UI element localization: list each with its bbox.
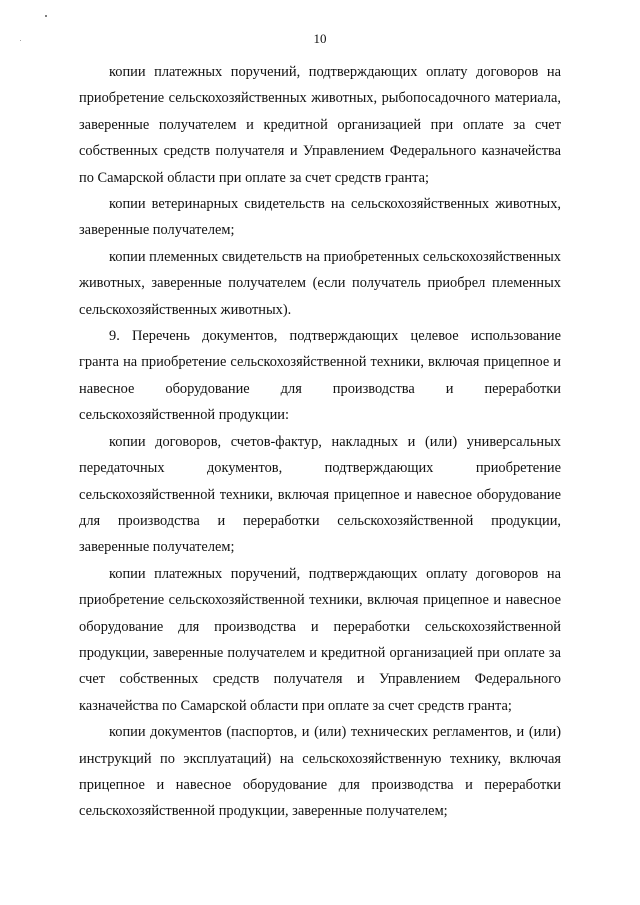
paragraph-payment-orders-machinery: копии платежных поручений, подтверждающих оплату договоров на приобретение сельскохозяйственной техники, включая прицепное и навесное оборудование для производства и переработки сельскохозяйственной продукции, заверенные получателем и кредитной организацией при оплате за счет собственных средств получателя и Управлением Федерального казначейства по Самарской области при оплате за счет средств гранта; [79,565,561,714]
paragraph-veterinary-certificates: копии ветеринарных свидетельств на сельскохозяйственных животных, заверенные получателем; [79,196,561,239]
document-body [79,59,561,825]
page-number: 10 [313,31,327,46]
paragraph-payment-orders-animals: копии платежных поручений, подтверждающих оплату договоров на приобретение сельскохозяйственных животных, рыбопосадочного материала, заверенные получателем и кредитной организацией при оплате за счет собственных средств получателя и Управлением Федерального казначейства по Самарской области при оплате за счет средств гранта; [79,64,561,186]
paragraph-item-9-document-list: 9. Перечень документов, подтверждающих целевое использование гранта на приобретение сельскохозяйственной техники, включая прицепное и навесное оборудование для производства и переработки сельскохозяйственной продукции: [79,328,561,424]
paragraph-breeding-certificates: копии племенных свидетельств на приобретенных сельскохозяйственных животных, заверенные получателем (если получатель приобрел племенных сельскохозяйственных животных). [79,248,561,318]
scan-speck [45,15,47,17]
paragraph-technical-documents: копии документов (паспортов, и (или) технических регламентов, и (или) инструкций по эксплуатаций) на сельскохозяйственную технику, включая прицепное и навесное оборудование для производства и переработки сельскохозяйственной продукции, заверенные получателем; [79,724,561,820]
paragraph-contracts-invoices: копии договоров, счетов-фактур, накладных и (или) универсальных передаточных документов, подтверждающих приобретение сельскохозяйственной техники, включая прицепное и навесное оборудование для производства и переработки сельскохозяйственной продукции, заверенные получателем; [79,433,561,556]
